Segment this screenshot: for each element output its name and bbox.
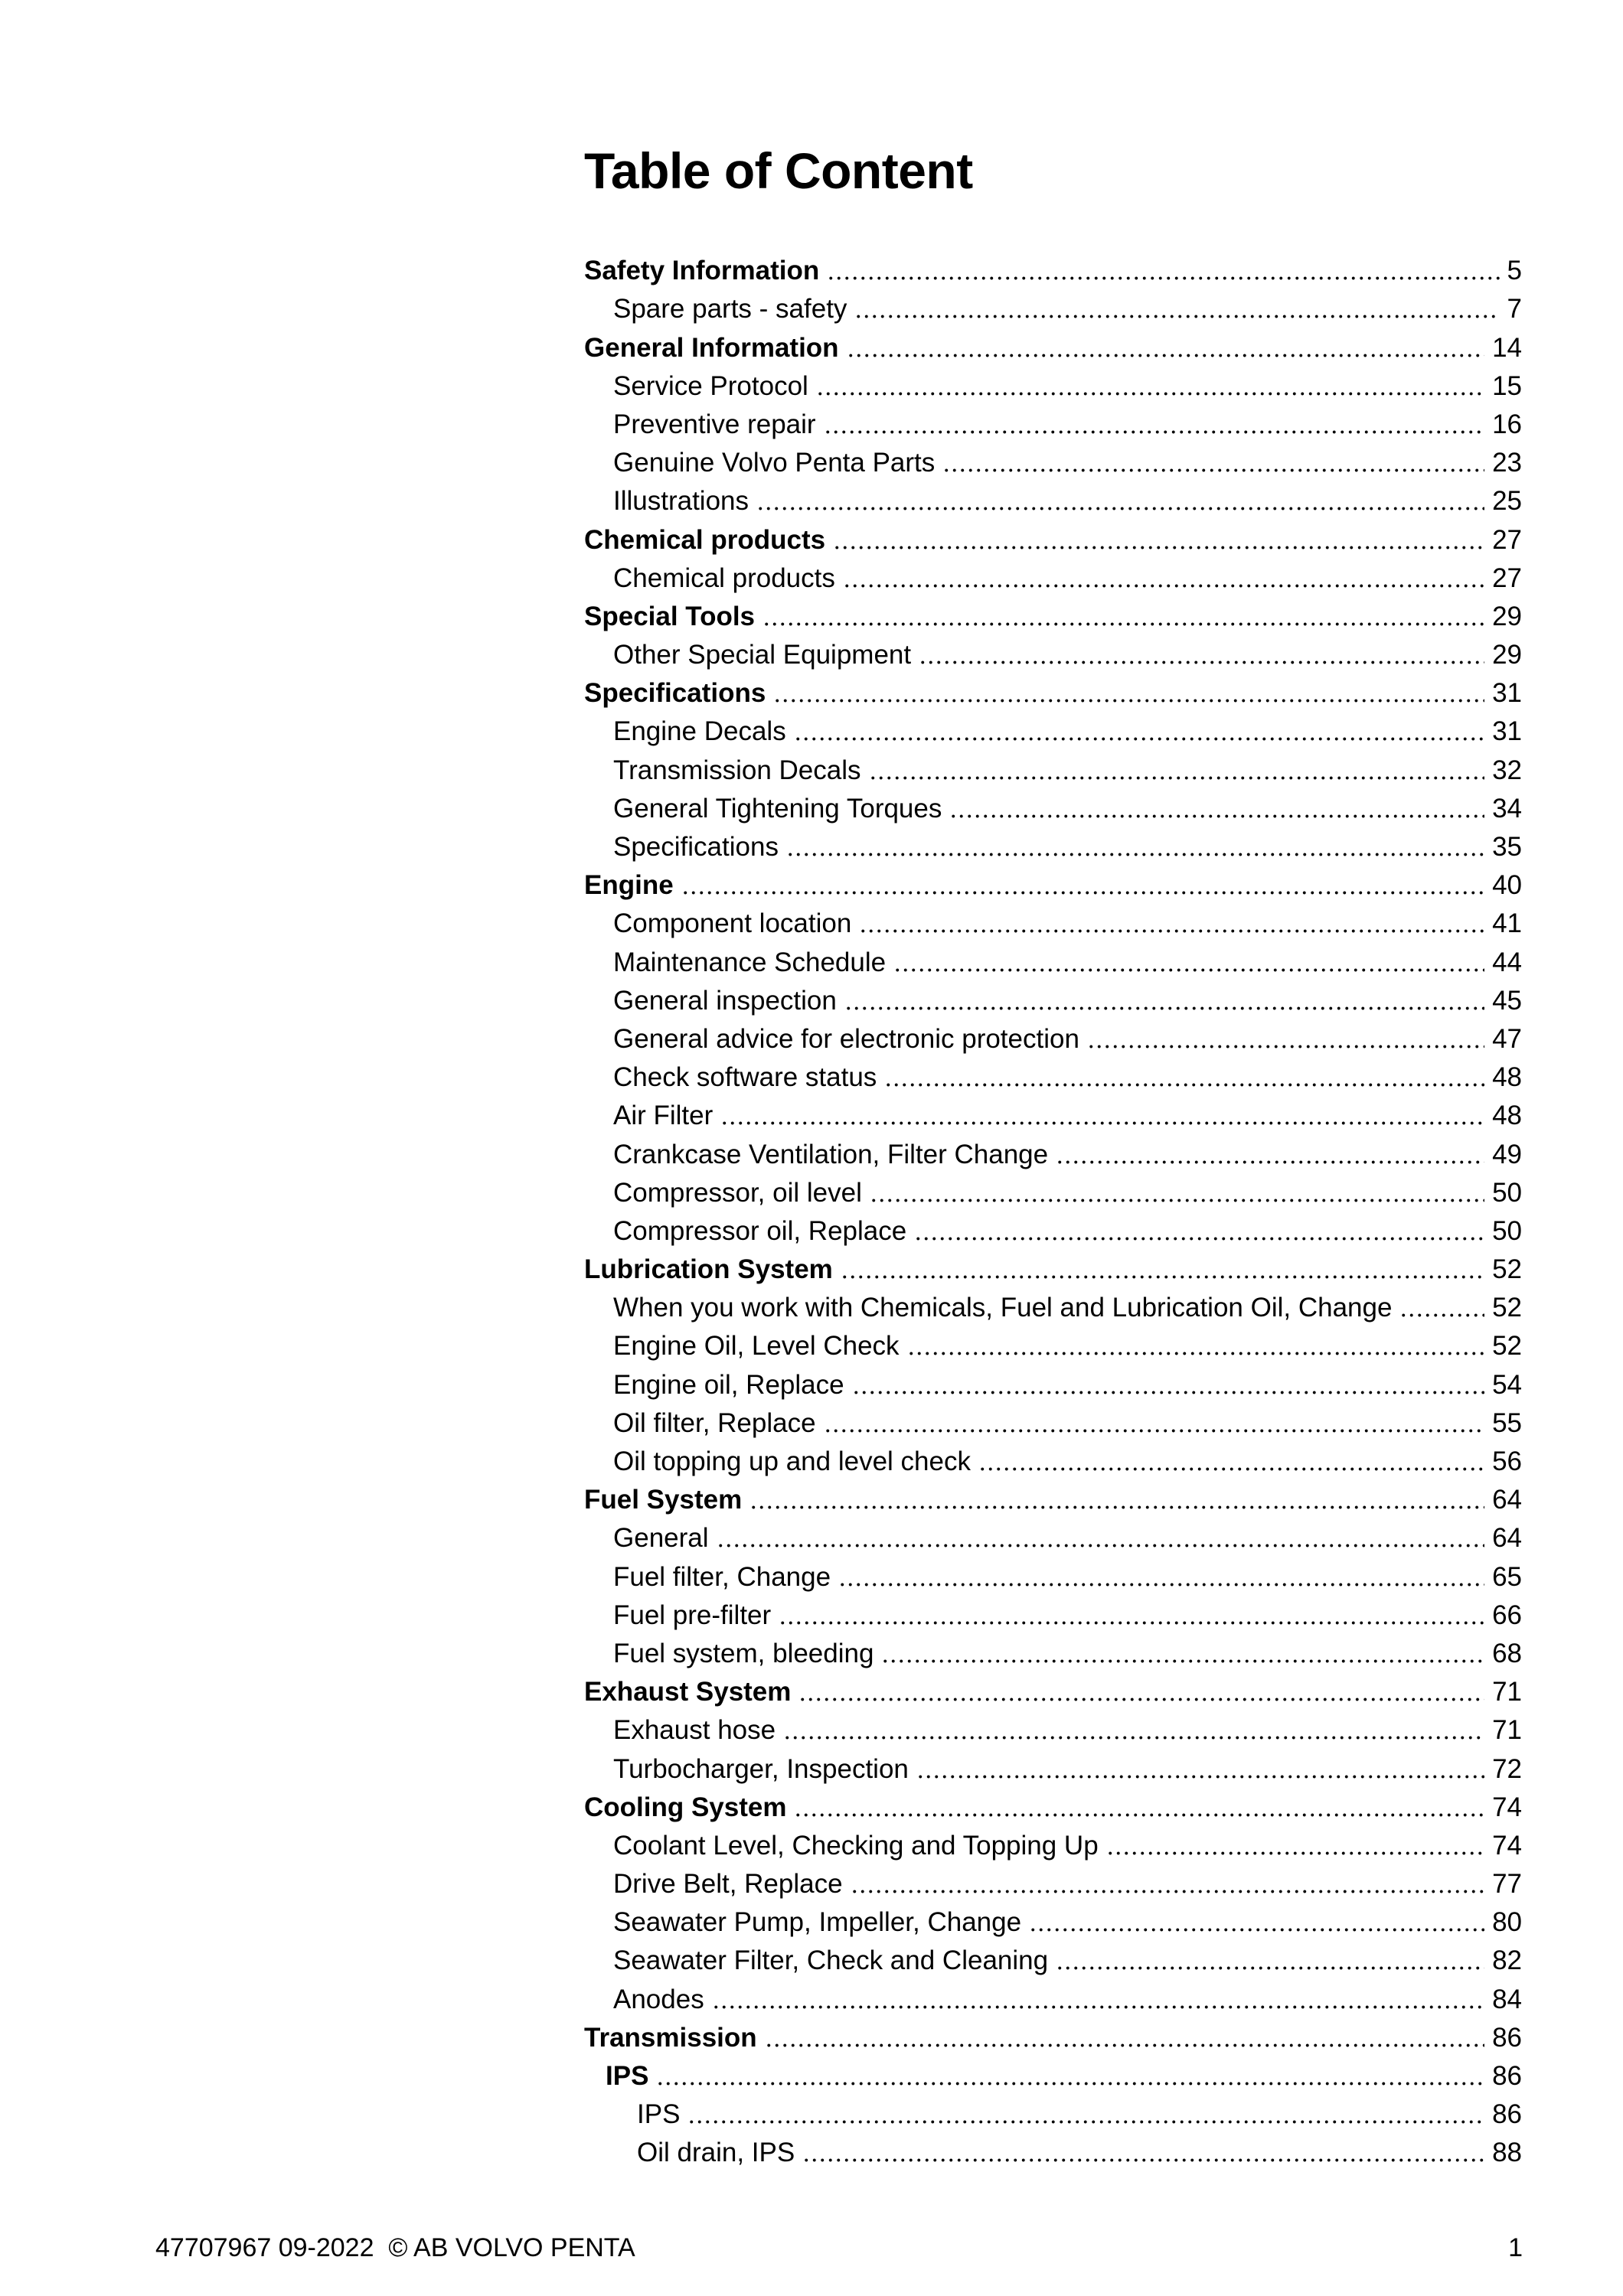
toc-entry-page-number: 72: [1492, 1753, 1522, 1784]
toc-section-entry[interactable]: [584, 1787, 1522, 1825]
toc-dot-leader: [1029, 1927, 1484, 1932]
toc-subsection-entry[interactable]: [584, 1326, 1522, 1364]
toc-entry-title: Oil topping up and level check: [613, 1446, 971, 1476]
toc-entry-title: Lubrication System: [584, 1254, 833, 1285]
toc-dot-leader: [794, 736, 1484, 742]
toc-entry-page-number: 52: [1492, 1293, 1522, 1323]
toc-entry-title: When you work with Chemicals, Fuel and Lubrication Oil, Change: [613, 1293, 1393, 1323]
toc-entry-title: Spare parts - safety: [613, 294, 847, 325]
toc-dot-leader: [783, 1735, 1484, 1740]
toc-dot-leader: [851, 1889, 1484, 1894]
footer-document-info: 47707967 09-2022 © AB VOLVO PENTA: [155, 2233, 635, 2262]
toc-entry-page-number: 48: [1492, 1101, 1522, 1131]
toc-entry-title: General advice for electronic protection: [613, 1023, 1079, 1054]
toc-dot-leader: [978, 1466, 1484, 1472]
toc-dot-leader: [824, 1428, 1485, 1433]
toc-dot-leader: [824, 429, 1484, 435]
toc-entry-page-number: 34: [1492, 793, 1522, 823]
toc-dot-leader: [914, 1236, 1484, 1241]
toc-entry-page-number: 44: [1492, 947, 1522, 977]
toc-entry-title: IPS: [637, 2099, 681, 2130]
toc-entry-page-number: 32: [1492, 755, 1522, 785]
toc-entry-page-number: 80: [1492, 1907, 1522, 1938]
toc-dot-leader: [1106, 1851, 1484, 1856]
toc-section-entry[interactable]: [584, 1249, 1522, 1287]
toc-entry-title: Preventive repair: [613, 409, 816, 439]
toc-entry-title: Specifications: [584, 678, 766, 709]
toc-subsection-entry[interactable]: [584, 1403, 1522, 1441]
toc-dot-leader: [942, 468, 1484, 473]
toc-subsection-entry[interactable]: [584, 1710, 1522, 1748]
toc-subsection-entry[interactable]: [584, 1172, 1522, 1211]
toc-dot-leader: [656, 2081, 1484, 2086]
toc-dot-leader: [816, 391, 1484, 396]
toc-subsection-entry[interactable]: [584, 2132, 1522, 2170]
toc-entry-title: Drive Belt, Replace: [613, 1869, 843, 1900]
toc-dot-leader: [833, 545, 1484, 550]
toc-dot-leader: [884, 1082, 1484, 1088]
toc-dot-leader: [827, 276, 1499, 281]
toc-section-entry[interactable]: [584, 327, 1522, 365]
toc-entry-page-number: 74: [1492, 1792, 1522, 1822]
toc-dot-leader: [756, 506, 1484, 511]
toc-dot-leader: [847, 353, 1485, 358]
toc-dot-leader: [1056, 1965, 1484, 1971]
toc-entry-title: Oil filter, Replace: [613, 1407, 816, 1438]
toc-entry-page-number: 14: [1492, 332, 1522, 363]
toc-subsection-entry[interactable]: [584, 1518, 1522, 1556]
toc-entry-title: General: [613, 1523, 709, 1554]
toc-subsection-entry[interactable]: [584, 1095, 1522, 1133]
toc-dot-leader: [841, 1274, 1484, 1280]
toc-entry-title: Coolant Level, Checking and Topping Up: [613, 1830, 1099, 1861]
toc-subsection-entry[interactable]: [584, 2056, 1522, 2094]
toc-entry-page-number: 86: [1492, 2061, 1522, 2091]
toc-subsection-entry[interactable]: [584, 366, 1522, 404]
toc-entry-title: Illustrations: [613, 486, 749, 517]
toc-entry-page-number: 27: [1492, 524, 1522, 555]
toc-subsection-entry[interactable]: [584, 481, 1522, 519]
toc-subsection-entry[interactable]: [584, 1940, 1522, 1978]
toc-dot-leader: [749, 1505, 1484, 1510]
toc-section-entry[interactable]: [584, 2017, 1522, 2056]
toc-entry-page-number: 47: [1492, 1023, 1522, 1054]
toc-entry-title: Compressor oil, Replace: [613, 1215, 907, 1246]
toc-dot-leader: [852, 1390, 1484, 1395]
toc-subsection-entry[interactable]: [584, 941, 1522, 980]
toc-entry-title: Fuel System: [584, 1485, 743, 1515]
toc-section-entry[interactable]: [584, 519, 1522, 557]
toc-section-entry[interactable]: [584, 673, 1522, 711]
toc-entry-title: Check software status: [613, 1062, 877, 1093]
toc-section-entry[interactable]: [584, 865, 1522, 903]
toc-dot-leader: [687, 2119, 1484, 2125]
toc-subsection-entry[interactable]: [584, 788, 1522, 827]
toc-dot-leader: [1399, 1313, 1484, 1318]
toc-entry-page-number: 68: [1492, 1638, 1522, 1668]
toc-entry-title: Fuel pre-filter: [613, 1600, 772, 1630]
toc-subsection-entry[interactable]: [584, 558, 1522, 596]
toc-subsection-entry[interactable]: [584, 1133, 1522, 1172]
toc-subsection-entry[interactable]: [584, 634, 1522, 673]
toc-dot-leader: [844, 1006, 1484, 1011]
toc-dot-leader: [802, 2157, 1484, 2163]
toc-entry-page-number: 40: [1492, 870, 1522, 901]
toc-dot-leader: [798, 1697, 1484, 1702]
toc-entry-title: Exhaust System: [584, 1677, 792, 1707]
toc-subsection-entry[interactable]: [584, 903, 1522, 941]
toc-entry-page-number: 56: [1492, 1446, 1522, 1476]
toc-subsection-entry[interactable]: [584, 1364, 1522, 1402]
toc-entry-title: Oil drain, IPS: [637, 2138, 795, 2168]
toc-dot-leader: [712, 2004, 1484, 2010]
toc-dot-leader: [843, 583, 1484, 589]
toc-dot-leader: [881, 1658, 1484, 1664]
toc-entry-page-number: 86: [1492, 2022, 1522, 2053]
toc-subsection-entry[interactable]: [584, 1633, 1522, 1671]
toc-entry-title: Chemical products: [613, 563, 835, 593]
toc-subsection-entry[interactable]: [584, 1864, 1522, 1902]
toc-subsection-entry[interactable]: [584, 711, 1522, 749]
toc-subsection-entry[interactable]: [584, 1441, 1522, 1479]
toc-entry-title: Special Tools: [584, 601, 756, 631]
toc-entry-page-number: 41: [1492, 908, 1522, 939]
toc-entry-title: Anodes: [613, 1984, 704, 2014]
toc-entry-page-number: 71: [1492, 1715, 1522, 1746]
toc-subsection-entry[interactable]: [584, 1748, 1522, 1786]
toc-entry-page-number: 82: [1492, 1945, 1522, 1976]
toc-dot-leader: [794, 1812, 1484, 1818]
toc-entry-title: Fuel system, bleeding: [613, 1638, 874, 1668]
toc-subsection-entry[interactable]: [584, 2094, 1522, 2132]
toc-entry-title: Safety Information: [584, 256, 820, 286]
toc-entry-title: Cooling System: [584, 1792, 787, 1822]
toc-entry-page-number: 45: [1492, 985, 1522, 1016]
toc-section-entry[interactable]: [584, 596, 1522, 634]
toc-subsection-entry[interactable]: [584, 827, 1522, 865]
toc-subsection-entry[interactable]: [584, 1556, 1522, 1594]
toc-dot-leader: [681, 890, 1484, 895]
toc-entry-page-number: 48: [1492, 1062, 1522, 1093]
toc-entry-title: General Tightening Torques: [613, 793, 942, 823]
toc-entry-page-number: 29: [1492, 640, 1522, 670]
toc-entry-title: Specifications: [613, 832, 779, 862]
toc-dot-leader: [893, 967, 1484, 973]
toc-subsection-entry[interactable]: [584, 404, 1522, 442]
toc-entry-page-number: 50: [1492, 1177, 1522, 1208]
toc-dot-leader: [907, 1351, 1485, 1356]
toc-entry-page-number: 55: [1492, 1407, 1522, 1438]
toc-entry-page-number: 77: [1492, 1869, 1522, 1900]
toc-entry-title: Seawater Pump, Impeller, Change: [613, 1907, 1022, 1938]
toc-entry-title: Turbocharger, Inspection: [613, 1753, 909, 1784]
toc-entry-title: Transmission: [584, 2022, 757, 2053]
toc-entry-page-number: 50: [1492, 1215, 1522, 1246]
toc-dot-leader: [779, 1620, 1484, 1626]
toc-entry-page-number: 31: [1492, 678, 1522, 709]
toc-dot-leader: [859, 928, 1484, 934]
toc-entry-title: Other Special Equipment: [613, 640, 912, 670]
toc-entry-page-number: 27: [1492, 563, 1522, 593]
toc-subsection-entry[interactable]: [584, 1978, 1522, 2017]
toc-section-entry[interactable]: [584, 1479, 1522, 1518]
toc-subsection-entry[interactable]: [584, 1825, 1522, 1864]
toc-dot-leader: [838, 1582, 1484, 1587]
toc-entry-title: Exhaust hose: [613, 1715, 776, 1746]
toc-entry-page-number: 16: [1492, 409, 1522, 439]
toc-subsection-entry[interactable]: [584, 1287, 1522, 1326]
toc-entry-title: Genuine Volvo Penta Parts: [613, 448, 936, 478]
toc-entry-title: Engine Decals: [613, 716, 786, 747]
toc-dot-leader: [786, 852, 1484, 857]
toc-entry-page-number: 71: [1492, 1677, 1522, 1707]
page-title: Table of Content: [584, 142, 973, 199]
toc-entry-page-number: 74: [1492, 1830, 1522, 1861]
toc-entry-title: Component location: [613, 908, 852, 939]
toc-entry-page-number: 66: [1492, 1600, 1522, 1630]
toc-entry-title: Seawater Filter, Check and Cleaning: [613, 1945, 1049, 1976]
toc-entry-title: Maintenance Schedule: [613, 947, 887, 977]
toc-dot-leader: [916, 1774, 1484, 1779]
toc-dot-leader: [1087, 1044, 1484, 1049]
toc-entry-title: IPS: [606, 2061, 649, 2091]
toc-subsection-entry[interactable]: [584, 1595, 1522, 1633]
toc-entry-title: Engine oil, Replace: [613, 1369, 844, 1400]
toc-dot-leader: [919, 660, 1484, 665]
toc-entry-title: Service Protocol: [613, 370, 808, 401]
toc-entry-page-number: 23: [1492, 448, 1522, 478]
toc-entry-page-number: 52: [1492, 1254, 1522, 1285]
toc-entry-page-number: 88: [1492, 2138, 1522, 2168]
toc-section-entry[interactable]: [584, 250, 1522, 289]
table-of-contents: [584, 250, 1522, 2170]
toc-dot-leader: [1056, 1159, 1484, 1165]
toc-dot-leader: [854, 314, 1499, 319]
toc-entry-page-number: 15: [1492, 370, 1522, 401]
toc-dot-leader: [765, 2043, 1484, 2048]
toc-subsection-entry[interactable]: [584, 749, 1522, 788]
toc-entry-page-number: 31: [1492, 716, 1522, 747]
toc-entry-title: Compressor, oil level: [613, 1177, 862, 1208]
toc-entry-title: Engine: [584, 870, 674, 901]
toc-entry-title: Fuel filter, Change: [613, 1561, 831, 1592]
toc-entry-page-number: 64: [1492, 1523, 1522, 1554]
toc-entry-page-number: 86: [1492, 2099, 1522, 2130]
toc-section-entry[interactable]: [584, 1671, 1522, 1710]
toc-entry-title: Chemical products: [584, 524, 826, 555]
toc-entry-page-number: 35: [1492, 832, 1522, 862]
toc-subsection-entry[interactable]: [584, 980, 1522, 1019]
toc-entry-page-number: 54: [1492, 1369, 1522, 1400]
toc-subsection-entry[interactable]: [584, 1057, 1522, 1095]
toc-subsection-entry[interactable]: [584, 1019, 1522, 1057]
toc-entry-page-number: 52: [1492, 1331, 1522, 1362]
toc-subsection-entry[interactable]: [584, 289, 1522, 327]
toc-entry-page-number: 29: [1492, 601, 1522, 631]
toc-entry-page-number: 84: [1492, 1984, 1522, 2014]
toc-entry-title: General inspection: [613, 985, 837, 1016]
toc-entry-page-number: 5: [1507, 256, 1522, 286]
toc-subsection-entry[interactable]: [584, 442, 1522, 481]
toc-entry-title: Transmission Decals: [613, 755, 861, 785]
toc-dot-leader: [717, 1543, 1485, 1548]
toc-entry-page-number: 7: [1507, 294, 1522, 325]
toc-subsection-entry[interactable]: [584, 1902, 1522, 1940]
footer-page-number: 1: [1508, 2233, 1523, 2262]
toc-dot-leader: [763, 621, 1484, 627]
toc-dot-leader: [720, 1120, 1484, 1126]
toc-entry-title: Crankcase Ventilation, Filter Change: [613, 1139, 1049, 1169]
toc-entry-title: Air Filter: [613, 1101, 714, 1131]
toc-dot-leader: [870, 1198, 1484, 1203]
toc-entry-page-number: 49: [1492, 1139, 1522, 1169]
toc-dot-leader: [773, 698, 1484, 703]
toc-entry-title: General Information: [584, 332, 839, 363]
toc-entry-page-number: 65: [1492, 1561, 1522, 1592]
toc-subsection-entry[interactable]: [584, 1211, 1522, 1249]
toc-dot-leader: [949, 814, 1484, 819]
toc-dot-leader: [869, 775, 1485, 781]
toc-entry-page-number: 25: [1492, 486, 1522, 517]
toc-entry-title: Engine Oil, Level Check: [613, 1331, 900, 1362]
toc-entry-page-number: 64: [1492, 1485, 1522, 1515]
